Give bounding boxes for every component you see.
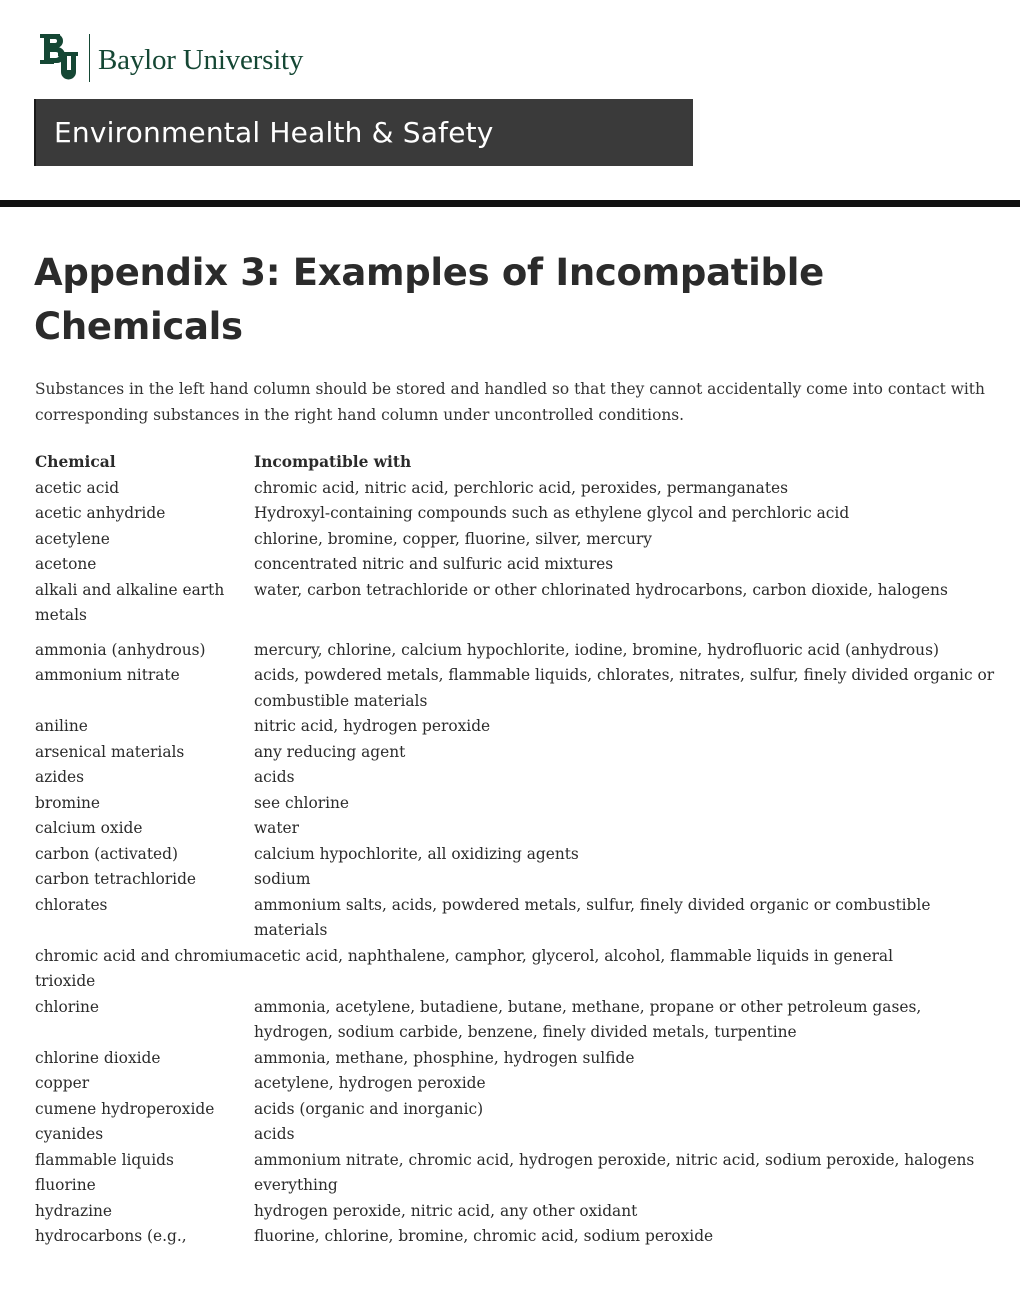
incompatible-cell: calcium hypochlorite, all oxidizing agents bbox=[254, 844, 579, 863]
incompatible-cell: acetylene, hydrogen peroxide bbox=[254, 1074, 486, 1092]
table-row bbox=[35, 1122, 995, 1148]
header-incompatible-with: Incompatible with bbox=[254, 453, 412, 471]
chemical-cell: fluorine bbox=[35, 1176, 96, 1194]
table-row bbox=[35, 1071, 995, 1097]
incompatible-cell: everything bbox=[254, 1176, 338, 1194]
incompatible-cell: hydrogen peroxide, nitric acid, any other oxidant bbox=[254, 1201, 638, 1220]
incompatible-cell: sodium bbox=[254, 870, 311, 888]
page-title: Appendix 3: Examples of Incompatible Chemicals bbox=[34, 251, 824, 348]
university-logo[interactable] bbox=[38, 32, 303, 84]
incompatible-cell: acetic acid, naphthalene, camphor, glycerol, alcohol, flammable liquids in general bbox=[254, 946, 894, 965]
chemical-cell: azides bbox=[35, 768, 85, 786]
table-row bbox=[35, 791, 995, 817]
incompatible-cell: concentrated nitric and sulfuric acid mixtures bbox=[254, 555, 614, 573]
table-row bbox=[35, 1199, 995, 1225]
table-row bbox=[35, 1046, 995, 1072]
chemical-cell: aniline bbox=[35, 717, 88, 735]
header-chemical: Chemical bbox=[35, 453, 116, 471]
incompatible-cell: ammonia, methane, phosphine, hydrogen sulfide bbox=[254, 1048, 635, 1067]
chemical-cell: cumene hydroperoxide bbox=[35, 1099, 215, 1118]
table-row bbox=[35, 476, 995, 502]
chemical-cell: chlorates bbox=[35, 895, 108, 914]
department-name: Environmental Health & Safety bbox=[54, 116, 494, 149]
chemical-cell: acetic acid bbox=[35, 478, 120, 497]
table-row bbox=[35, 944, 995, 995]
incompatible-cell: water bbox=[254, 819, 299, 837]
table-header-row bbox=[35, 450, 995, 476]
chemical-cell: chlorine dioxide bbox=[35, 1048, 161, 1067]
chemical-cell: carbon tetrachloride bbox=[35, 870, 197, 888]
table-row bbox=[35, 765, 995, 791]
chemical-cell: copper bbox=[35, 1074, 90, 1092]
university-name: Baylor University bbox=[98, 43, 304, 76]
incompatible-cell: mercury, chlorine, calcium hypochlorite, iodine, bromine, hydrofluoric acid (anhydrous) bbox=[254, 640, 939, 659]
incompatible-cell: chlorine, bromine, copper, fluorine, silver, mercury bbox=[254, 529, 652, 548]
chemical-cell: acetylene bbox=[35, 529, 110, 548]
incompatible-cell: nitric acid, hydrogen peroxide bbox=[254, 717, 491, 735]
department-banner[interactable] bbox=[34, 99, 693, 166]
table-row bbox=[35, 1173, 995, 1199]
incompatible-cell: chromic acid, nitric acid, perchloric acid, peroxides, permanganates bbox=[254, 478, 789, 497]
table-row bbox=[35, 527, 995, 553]
incompatible-cell: fluorine, chlorine, bromine, chromic acid, sodium peroxide bbox=[254, 1227, 714, 1245]
intro-paragraph: Substances in the left hand column should be stored and handled so that they cannot accidentally come into contact with corresponding substances in the right hand column under uncontrolled conditions. bbox=[35, 380, 985, 424]
table-row bbox=[35, 714, 995, 740]
table-row bbox=[35, 578, 995, 629]
chemical-cell: cyanides bbox=[35, 1125, 104, 1143]
incompatible-cell: ammonium salts, acids, powdered metals, sulfur, finely divided organic or combustible materials bbox=[254, 895, 931, 939]
table-row bbox=[35, 501, 995, 527]
table-row bbox=[35, 1097, 995, 1123]
table-row bbox=[35, 1224, 995, 1250]
table-row bbox=[35, 995, 995, 1046]
header-divider bbox=[0, 200, 1020, 207]
incompatible-cell: acids bbox=[254, 768, 295, 786]
chemical-cell: arsenical materials bbox=[35, 742, 185, 761]
table-row bbox=[35, 893, 995, 944]
chemical-cell: calcium oxide bbox=[35, 819, 143, 837]
incompatible-cell: any reducing agent bbox=[254, 742, 406, 761]
chemical-cell: carbon (activated) bbox=[35, 844, 179, 863]
chemical-cell: alkali and alkaline earth metals bbox=[35, 580, 225, 624]
table-row bbox=[35, 867, 995, 893]
bu-logo-mark-icon bbox=[38, 32, 80, 84]
incompatible-cell: acids, powdered metals, flammable liquids, chlorates, nitrates, sulfur, finely divided organic or combustible materials bbox=[254, 666, 995, 710]
incompatible-cell: acids bbox=[254, 1125, 295, 1143]
incompatible-cell: see chlorine bbox=[254, 793, 350, 812]
chemical-cell: chlorine bbox=[35, 997, 100, 1016]
chemical-cell: hydrocarbons (e.g., bbox=[35, 1227, 187, 1245]
table-row bbox=[35, 842, 995, 868]
incompatible-chemicals-table bbox=[35, 450, 995, 1250]
chemical-cell: bromine bbox=[35, 793, 101, 812]
incompatible-cell: ammonia, acetylene, butadiene, butane, methane, propane or other petroleum gases, hydrogen, sodium carbide, benzene, finely divided metals, turpentine bbox=[254, 997, 922, 1041]
incompatible-cell: acids (organic and inorganic) bbox=[254, 1099, 484, 1118]
incompatible-cell: ammonium nitrate, chromic acid, hydrogen peroxide, nitric acid, sodium peroxide, halogens bbox=[254, 1150, 975, 1169]
incompatible-cell: water, carbon tetrachloride or other chlorinated hydrocarbons, carbon dioxide, halogens bbox=[254, 580, 948, 599]
chemical-cell: hydrazine bbox=[35, 1201, 113, 1220]
table-row bbox=[35, 816, 995, 842]
chemical-cell: chromic acid and chromium trioxide bbox=[35, 946, 254, 990]
chemical-cell: ammonia (anhydrous) bbox=[35, 640, 206, 659]
logo-divider bbox=[89, 34, 90, 82]
chemical-cell: acetic anhydride bbox=[35, 504, 166, 522]
table-row bbox=[35, 1148, 995, 1174]
table-row bbox=[35, 552, 995, 578]
table-row bbox=[35, 638, 995, 664]
incompatible-cell: Hydroxyl-containing compounds such as ethylene glycol and perchloric acid bbox=[254, 504, 850, 522]
chemical-cell: flammable liquids bbox=[35, 1150, 174, 1169]
table-row bbox=[35, 663, 995, 714]
chemical-cell: ammonium nitrate bbox=[35, 666, 180, 684]
chemical-cell: acetone bbox=[35, 555, 97, 573]
table-row bbox=[35, 740, 995, 766]
